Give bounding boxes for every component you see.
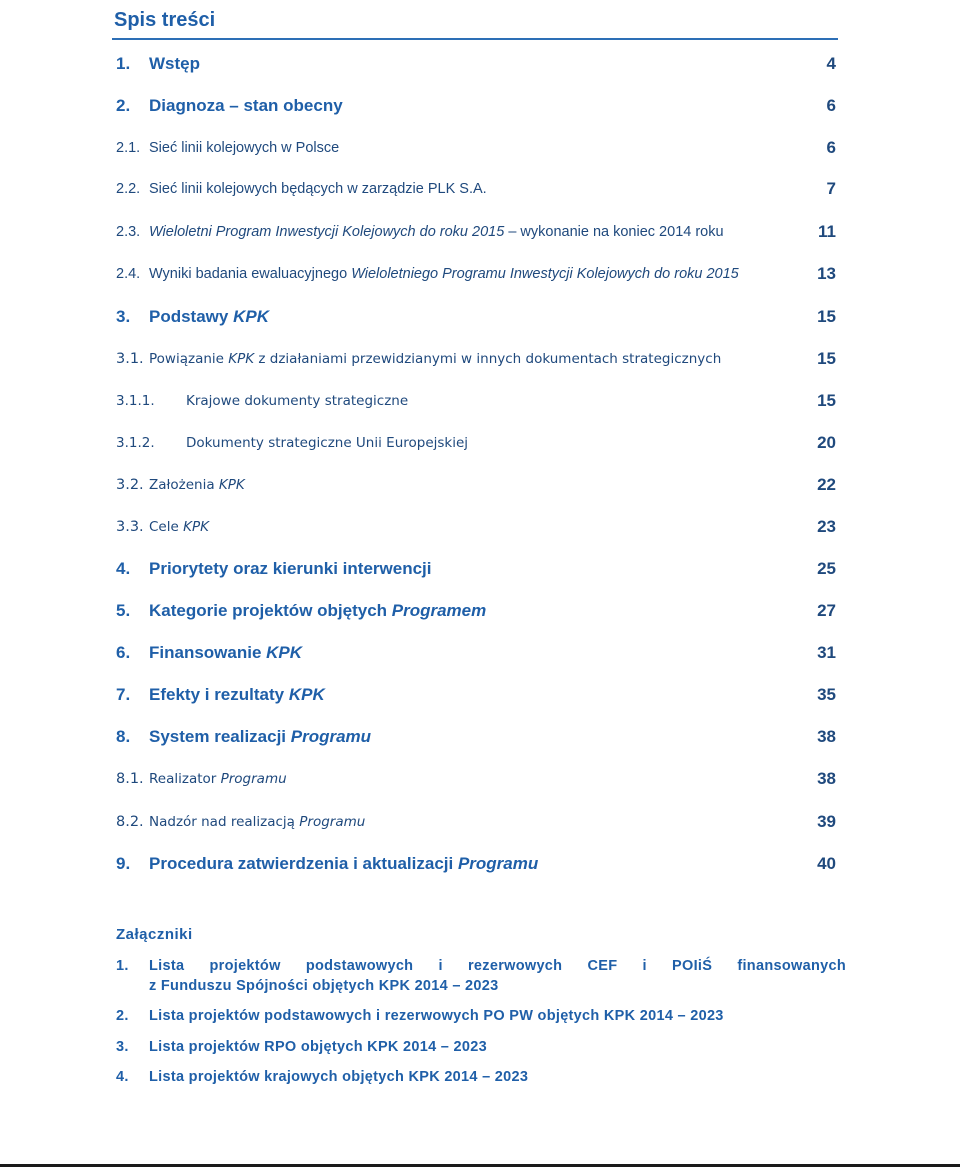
toc-page-number: 40 xyxy=(817,854,836,873)
toc-label xyxy=(149,814,365,830)
attachment-word: podstawowych xyxy=(305,958,414,974)
attachments-title: Załączniki xyxy=(116,926,193,943)
toc-number: 7. xyxy=(116,685,131,704)
toc-entry-8-1[interactable] xyxy=(116,766,836,792)
toc-number: 2.3. xyxy=(116,224,141,240)
toc-number: 3.2. xyxy=(116,477,144,493)
toc-page-number: 22 xyxy=(817,475,836,494)
attachment-number: 1. xyxy=(116,958,129,974)
toc-number: 2.2. xyxy=(116,181,141,197)
toc-number: 6. xyxy=(116,643,131,662)
toc-number: 2. xyxy=(116,96,131,115)
toc-entry-3-1-1[interactable] xyxy=(116,388,836,414)
attachment-4[interactable] xyxy=(116,1067,846,1087)
toc-page-number: 31 xyxy=(817,643,836,662)
toc-entry-9[interactable] xyxy=(116,851,836,877)
toc-label-italic: KPK xyxy=(233,307,269,326)
toc-label-italic: Programu xyxy=(299,814,366,830)
attachment-number: 3. xyxy=(116,1039,129,1055)
toc-number: 8. xyxy=(116,727,131,746)
toc-number: 8.2. xyxy=(116,814,144,830)
toc-entry-2-3[interactable] xyxy=(116,219,836,245)
attachment-word: CEF xyxy=(587,958,618,974)
toc-label-text: Efekty i rezultaty xyxy=(149,685,289,704)
attachment-text xyxy=(149,956,846,996)
toc-number: 9. xyxy=(116,854,131,873)
toc-label: Wstęp xyxy=(149,54,200,73)
attachment-word: finansowanych xyxy=(737,958,846,974)
attachment-number: 2. xyxy=(116,1008,129,1024)
toc-label xyxy=(149,854,538,874)
toc-label-italic: Programu xyxy=(290,727,372,746)
toc-label-text: Kategorie projektów objętych xyxy=(149,601,392,620)
toc-label xyxy=(149,519,209,535)
toc-label-italic: KPK xyxy=(288,685,325,704)
toc-label-italic: KPK xyxy=(228,351,255,367)
toc-number: 1. xyxy=(116,54,131,73)
toc-entry-8-2[interactable] xyxy=(116,809,836,835)
toc-label-italic: Programu xyxy=(220,771,287,787)
toc-entry-8[interactable] xyxy=(116,724,836,750)
toc-label-text: Nadzór nad realizacją xyxy=(149,814,300,830)
attachment-text: Lista projektów podstawowych i rezerwowych PO PW objętych KPK 2014 – 2023 xyxy=(149,1008,724,1024)
toc-label: Sieć linii kolejowych będących w zarządzie PLK S.A. xyxy=(149,181,487,197)
toc-label: Dokumenty strategiczne Unii Europejskiej xyxy=(186,435,469,451)
toc-number: 8.1. xyxy=(116,771,144,787)
toc-label-italic: Programem xyxy=(391,601,487,620)
toc-number: 2.1. xyxy=(116,140,141,156)
toc-page-number: 6 xyxy=(826,138,836,157)
toc-entry-2-1[interactable] xyxy=(116,135,836,161)
toc-label-italic: KPK xyxy=(218,477,245,493)
bottom-rule xyxy=(0,1164,960,1167)
toc-number: 3.1.2. xyxy=(116,435,155,451)
toc-label-text: Cele xyxy=(149,519,184,535)
attachment-line-1 xyxy=(149,956,846,976)
toc-label-rest: z działaniami przewidzianymi w innych dokumentach strategicznych xyxy=(254,351,722,367)
toc-page-number: 15 xyxy=(817,391,836,410)
attachment-2[interactable] xyxy=(116,1006,846,1026)
toc-label xyxy=(149,727,371,747)
attachment-word: i xyxy=(438,958,443,974)
toc-number: 3. xyxy=(116,307,131,326)
toc-page-number: 7 xyxy=(826,179,836,198)
toc-entry-3-1-2[interactable] xyxy=(116,430,836,456)
toc-label: Krajowe dokumenty strategiczne xyxy=(186,393,409,409)
toc-page-number: 6 xyxy=(826,96,836,115)
toc-label: Diagnoza – stan obecny xyxy=(149,96,343,115)
toc-number: 4. xyxy=(116,559,131,578)
attachment-line-2: z Funduszu Spójności objętych KPK 2014 – 2023 xyxy=(149,978,499,994)
attachment-text: Lista projektów krajowych objętych KPK 2014 – 2023 xyxy=(149,1069,529,1085)
toc-label xyxy=(149,477,245,493)
toc-label-text: Powiązanie xyxy=(149,351,229,367)
toc-entry-3-3[interactable] xyxy=(116,514,836,540)
title-bar xyxy=(112,6,838,40)
toc-number: 3.1. xyxy=(116,351,144,367)
attachment-word: POIiŚ xyxy=(672,958,713,974)
attachment-text: Lista projektów RPO objętych KPK 2014 – 2023 xyxy=(149,1039,487,1055)
toc-label-rest: – wykonanie na koniec 2014 roku xyxy=(504,224,724,240)
toc-entry-3-2[interactable] xyxy=(116,472,836,498)
toc-label xyxy=(149,266,739,282)
toc-entry-6[interactable] xyxy=(116,640,836,666)
toc-entry-3-1[interactable] xyxy=(116,346,836,372)
toc-label-italic: KPK xyxy=(183,519,209,535)
toc-entry-4[interactable] xyxy=(116,556,836,582)
toc-page-number: 13 xyxy=(817,264,836,283)
toc-label xyxy=(149,685,325,705)
attachment-word: Lista xyxy=(149,958,185,974)
toc-label xyxy=(149,224,724,240)
attachment-word: rezerwowych xyxy=(467,958,563,974)
toc-page-number: 23 xyxy=(817,517,836,536)
toc-entry-2-2[interactable] xyxy=(116,176,836,202)
toc-entry-3[interactable] xyxy=(116,304,836,330)
toc-label xyxy=(149,307,269,327)
attachment-1[interactable] xyxy=(116,956,846,998)
toc-label xyxy=(149,771,287,787)
toc-page-number: 11 xyxy=(818,222,836,241)
toc-number: 3.1.1. xyxy=(116,393,155,409)
attachment-number: 4. xyxy=(116,1069,129,1085)
toc-entry-1[interactable] xyxy=(116,51,836,77)
toc-page-number: 25 xyxy=(817,559,836,578)
toc-label: Priorytety oraz kierunki interwencji xyxy=(149,559,432,578)
attachment-word: projektów xyxy=(209,958,281,974)
toc-page-number: 15 xyxy=(817,349,836,368)
toc-label-text: Finansowanie xyxy=(149,643,267,662)
toc-page-number: 38 xyxy=(817,727,836,746)
toc-label-text: Realizator xyxy=(149,771,221,787)
toc-label xyxy=(149,643,302,663)
toc-label-italic: Wieloletniego Programu Inwestycji Kolejowych do roku 2015 xyxy=(351,266,739,282)
toc-label-text: Procedura zatwierdzenia i aktualizacji xyxy=(149,854,458,873)
toc-page-number: 39 xyxy=(817,812,836,831)
toc-label-italic: KPK xyxy=(266,643,303,662)
page-title: Spis treści xyxy=(114,9,216,31)
toc-page-number: 4 xyxy=(826,54,836,73)
attachment-word: i xyxy=(642,958,647,974)
toc-number: 2.4. xyxy=(116,266,141,282)
toc-label-text: System realizacji xyxy=(149,727,291,746)
toc-entry-5[interactable] xyxy=(116,598,836,624)
toc-label xyxy=(149,601,486,621)
toc-label-text: Założenia xyxy=(149,477,219,493)
attachment-3[interactable] xyxy=(116,1037,846,1057)
toc-number: 3.3. xyxy=(116,519,144,535)
toc-label-text: Wyniki badania ewaluacyjnego xyxy=(149,266,352,282)
toc-label-text: Podstawy xyxy=(149,307,234,326)
toc-label-italic: Programu xyxy=(457,854,539,873)
toc-label xyxy=(149,351,721,367)
toc-number: 5. xyxy=(116,601,131,620)
toc-page-number: 38 xyxy=(817,769,836,788)
toc-entry-2-4[interactable] xyxy=(116,261,836,287)
toc-page-number: 20 xyxy=(817,433,836,452)
toc-entry-7[interactable] xyxy=(116,682,836,708)
toc-label-italic: Wieloletni Program Inwestycji Kolejowych do roku 2015 xyxy=(149,224,505,240)
toc-entry-2[interactable] xyxy=(116,93,836,119)
toc-page-number: 15 xyxy=(817,307,836,326)
toc-page-number: 35 xyxy=(817,685,836,704)
toc-label: Sieć linii kolejowych w Polsce xyxy=(149,140,340,156)
toc-page-number: 27 xyxy=(817,601,836,620)
